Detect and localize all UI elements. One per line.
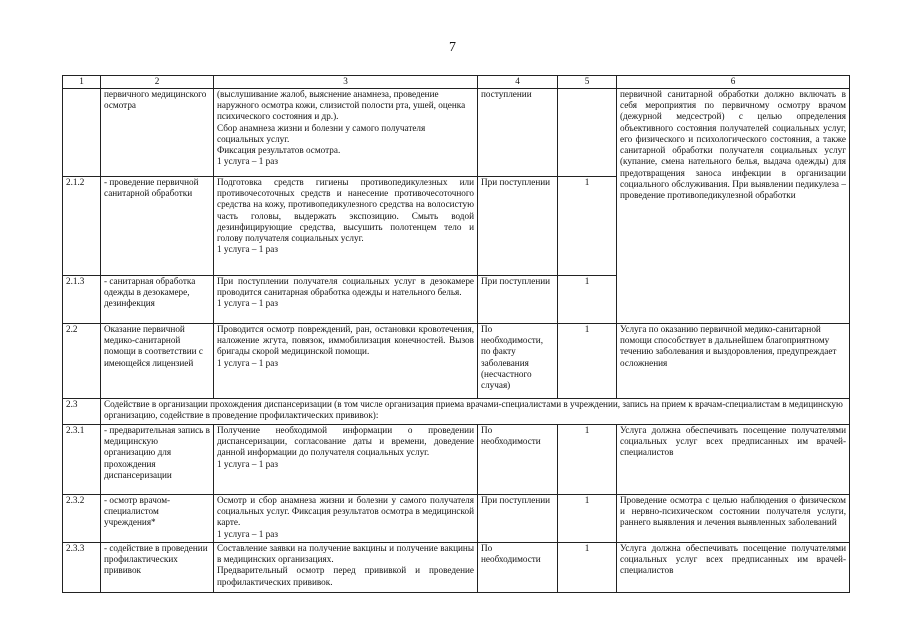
cell-number: 2.3.1 [63,425,101,495]
cell-quality: Проведение осмотра с целью наблюдения о физическом и нервно-психическом состоянии получателя услуги, раннего выявления и лечения выявленных заболеваний [617,495,850,543]
cell-number [63,89,101,177]
cell-frequency: При поступлении [478,276,558,324]
header-row [63,76,850,89]
header-col-4: 4 [478,76,558,89]
table-row [63,399,850,425]
cell-frequency: По необходимости [478,543,558,593]
cell-description: Составление заявки на получение вакцины и получение вакцины в медицинских организациях. Предварительный осмотр перед прививкой и проведение профилактических прививок. [214,543,478,593]
cell-description: Проводится осмотр повреждений, ран, остановки кровотечения, наложение жгута, повязок, иммобилизация конечностей. Вызов бригады скорой медицинской помощи. 1 услуга – 1 раз [214,324,478,399]
table-row [63,324,850,399]
cell-description: Подготовка средств гигиены противопедикулезных или противочесоточных средств и нанесение противочесоточного средства на кожу, противопедикулезного средства на волосистую часть головы, выдержать экспозицию. Смыть водой дезинфицирующие средства, высушить полотенцем тело и голову получателя социальных услуг. 1 услуга – 1 раз [214,177,478,276]
cell-count: 1 [558,177,617,276]
cell-count: 1 [558,543,617,593]
cell-frequency: При поступлении [478,495,558,543]
cell-service: - осмотр врачом-специалистом учреждения* [101,495,214,543]
cell-number: 2.1.2 [63,177,101,276]
cell-number: 2.3.2 [63,495,101,543]
cell-quality: Услуга должна обеспечивать посещение получателями социальных услуг всех предписанных им врачей-специалистов [617,425,850,495]
cell-number: 2.2 [63,324,101,399]
services-table [62,75,850,593]
header-col-2: 2 [101,76,214,89]
cell-description: Получение необходимой информации о проведении диспансеризации, согласование даты и времени, доведение данной информации до получателя социальных услуг. 1 услуга – 1 раз [214,425,478,495]
cell-frequency: поступлении [478,89,558,177]
cell-service: - проведение первичной санитарной обработки [101,177,214,276]
cell-count: 1 [558,425,617,495]
header-col-3: 3 [214,76,478,89]
cell-service: - санитарная обработка одежды в дезокамере, дезинфекция [101,276,214,324]
table-row [63,543,850,593]
cell-number: 2.1.3 [63,276,101,324]
cell-count: 1 [558,324,617,399]
header-col-1: 1 [63,76,101,89]
cell-service: - содействие в проведении профилактических прививок [101,543,214,593]
header-col-5: 5 [558,76,617,89]
cell-quality: Услуга по оказанию первичной медико-санитарной помощи способствует в дальнейшем благоприятному течению заболевания и выздоровления, предупреждает осложнения [617,324,850,399]
cell-quality: Услуга должна обеспечивать посещение получателями социальных услуг всех предписанных им врачей-специалистов [617,543,850,593]
cell-description: (выслушивание жалоб, выяснение анамнеза, проведение наружного осмотра кожи, слизистой полости рта, ушей, оценка психического состояния и др.). Сбор анамнеза жизни и болезни у самого получателя социальных услуг. Фиксация результатов осмотра. 1 услуга – 1 раз [214,89,478,177]
page-number: 7 [449,40,456,55]
cell-count [558,89,617,177]
cell-number: 2.3.3 [63,543,101,593]
cell-frequency: При поступлении [478,177,558,276]
cell-number: 2.3 [63,399,101,425]
cell-frequency: По необходимости [478,425,558,495]
cell-count: 1 [558,276,617,324]
cell-count: 1 [558,495,617,543]
table-row [63,425,850,495]
cell-service: - предварительная запись в медицинскую организацию для прохождения диспансеризации [101,425,214,495]
cell-section-heading: Содействие в организации прохождения диспансеризации (в том числе организация приема врачами-специалистами в учреждении, запись на прием к врачам-специалистам в медицинскую организацию, содействие в проведение профилактических прививок): [101,399,850,425]
table-row [63,89,850,177]
cell-service: Оказание первичной медико-санитарной помощи в соответствии с имеющейся лицензией [101,324,214,399]
cell-service: первичного медицинского осмотра [101,89,214,177]
cell-quality: первичной санитарной обработки должно включать в себя мероприятия по первичному осмотру врачом (дежурной медсестрой) с целью определения объективного состояния получателей социальных услуг, его физического и психологического состояния, а также санитарной обработки получателя социальных услуг (купание, смена нательного белья, выдача одежды) для предотвращения заноса инфекции в организации социального обслуживания. При выявлении педикулеза – проведение противопедикулезной обработки [617,89,850,324]
header-col-6: 6 [617,76,850,89]
cell-description: При поступлении получателя социальных услуг в дезокамере проводится санитарная обработка одежды и нательного белья. 1 услуга – 1 раз [214,276,478,324]
cell-description: Осмотр и сбор анамнеза жизни и болезни у самого получателя социальных услуг. Фиксация результатов осмотра в медицинской карте. 1 услуга – 1 раз [214,495,478,543]
table-row [63,495,850,543]
cell-frequency: По необходимости, по факту заболевания (несчастного случая) [478,324,558,399]
